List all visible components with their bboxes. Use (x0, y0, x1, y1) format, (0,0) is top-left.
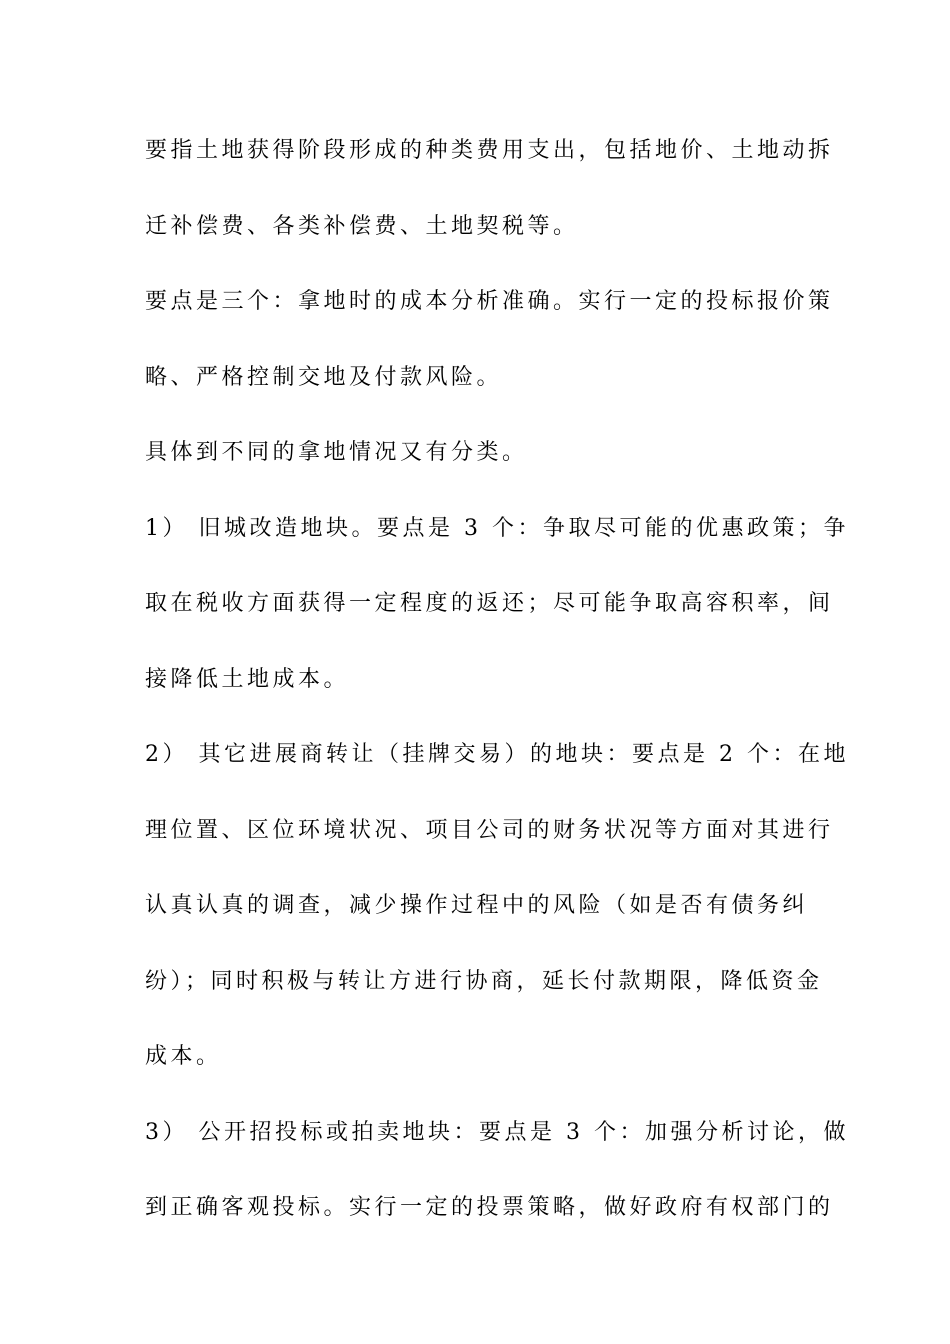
list-item-line: 成本。 (145, 1044, 222, 1069)
list-item-line: 到正确客观投标。实行一定的投票策略，做好政府有权部门的 (145, 1195, 834, 1220)
list-item-line: 接降低土地成本。 (145, 666, 350, 692)
list-item-line: 取在税收方面获得一定程度的返还；尽可能争取高容积率，间 (145, 591, 834, 616)
text-line: 具体到不同的拿地情况又有分类。 (145, 440, 528, 465)
text-line: 要点是三个：拿地时的成本分析准确。实行一定的投标报价策 (145, 289, 834, 314)
list-item-line: 1） 旧城改造地块。要点是 3 个：争取尽可能的优惠政策；争 (145, 515, 849, 541)
text-line: 略、严格控制交地及付款风险。 (145, 364, 503, 390)
list-item-line: 2） 其它进展商转让（挂牌交易）的地块：要点是 2 个：在地 (145, 742, 849, 767)
document-body (145, 132, 849, 1265)
list-item-line: 认真认真的调查，减少操作过程中的风险（如是否有债务纠 (145, 893, 809, 918)
list-item-line: 纷）；同时积极与转让方进行协商，延长付款期限，降低资金 (145, 968, 823, 994)
list-item-line: 3） 公开招投标或拍卖地块：要点是 3 个：加强分析讨论，做 (145, 1119, 849, 1145)
text-line: 要指土地获得阶段形成的种类费用支出，包括地价、土地动拆 (145, 138, 834, 163)
text-line: 迁补偿费、各类补偿费、土地契税等。 (145, 213, 579, 239)
list-item-line: 理位置、区位环境状况、项目公司的财务状况等方面对其进行 (145, 817, 834, 843)
